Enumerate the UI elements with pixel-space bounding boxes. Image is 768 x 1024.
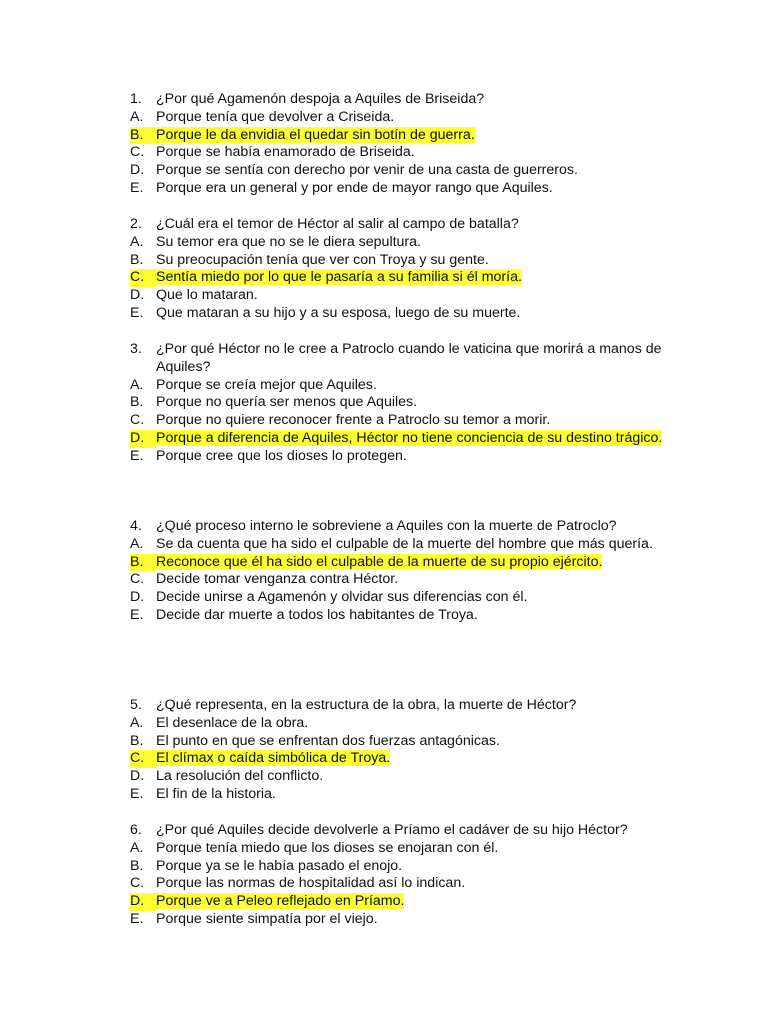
answer-option xyxy=(130,180,690,198)
option-text: Decide dar muerte a todos los habitantes de Troya. xyxy=(156,606,478,623)
question-3 xyxy=(130,341,690,466)
answer-option xyxy=(130,715,690,733)
option-text: Porque no quiere reconocer frente a Patroclo su temor a morir. xyxy=(156,412,551,429)
question-6 xyxy=(130,822,690,929)
option-text: Su temor era que no se le diera sepultura. xyxy=(156,233,421,250)
question-number: 5. xyxy=(130,697,142,713)
question-stem xyxy=(130,341,690,377)
question-text: ¿Qué proceso interno le sobreviene a Aquiles con la muerte de Patroclo? xyxy=(156,518,617,534)
answer-option xyxy=(130,858,690,876)
answer-option-highlighted xyxy=(130,269,690,287)
question-number: 2. xyxy=(130,216,142,232)
option-letter: C. xyxy=(130,875,145,892)
option-letter: E. xyxy=(130,910,144,927)
answer-option xyxy=(130,448,690,466)
option-letter: B. xyxy=(130,251,144,268)
option-letter: E. xyxy=(130,785,144,802)
answer-option xyxy=(130,305,690,323)
option-text: El fin de la historia. xyxy=(156,785,276,802)
question-text: ¿Cuál era el temor de Héctor al salir al campo de batalla? xyxy=(156,216,519,232)
question-text: ¿Por qué Agamenón despoja a Aquiles de Briseida? xyxy=(156,91,485,107)
question-stem xyxy=(130,91,690,109)
option-letter: E. xyxy=(130,179,144,196)
option-letter: B. xyxy=(130,554,156,572)
option-text: La resolución del conflicto. xyxy=(156,768,324,785)
option-text: Su preocupación tenía que ver con Troya y su gente. xyxy=(156,251,489,268)
option-text: Porque siente simpatía por el viejo. xyxy=(156,910,378,927)
option-letter: C. xyxy=(130,750,156,768)
answer-option xyxy=(130,733,690,751)
question-stem xyxy=(130,822,690,840)
answer-option xyxy=(130,234,690,252)
answer-option xyxy=(130,109,690,127)
option-text: El desenlace de la obra. xyxy=(156,714,309,731)
option-text: Porque se sentía con derecho por venir de una casta de guerreros. xyxy=(156,162,578,179)
question-text: ¿Por qué Héctor no le cree a Patroclo cuando le vaticina que morirá a manos de Aquiles? xyxy=(156,341,662,375)
option-letter: B. xyxy=(130,394,144,411)
option-letter: D. xyxy=(130,287,145,304)
option-letter: B. xyxy=(130,732,144,749)
option-text: Sentía miedo por lo que le pasaría a su familia si él moría. xyxy=(156,269,522,286)
option-letter: C. xyxy=(130,412,145,429)
option-letter: D. xyxy=(130,430,156,448)
answer-option xyxy=(130,412,690,430)
option-letter: A. xyxy=(130,839,144,856)
option-letter: A. xyxy=(130,535,144,552)
answer-option-highlighted xyxy=(130,554,690,572)
question-number: 4. xyxy=(130,518,142,534)
option-text: Porque tenía miedo que los dioses se enojaran con él. xyxy=(156,839,499,856)
option-text: Reconoce que él ha sido el culpable de la muerte de su propio ejército. xyxy=(156,553,603,570)
answer-option-highlighted xyxy=(130,893,690,911)
option-letter: E. xyxy=(130,304,144,321)
answer-option-highlighted xyxy=(130,127,690,145)
option-text: Decide tomar venganza contra Héctor. xyxy=(156,571,399,588)
option-text: Que lo mataran. xyxy=(156,287,258,304)
option-text: Porque a diferencia de Aquiles, Héctor no tiene conciencia de su destino trágico. xyxy=(156,429,663,446)
question-text: ¿Por qué Aquiles decide devolverle a Príamo el cadáver de su hijo Héctor? xyxy=(156,822,628,838)
answer-option xyxy=(130,607,690,625)
option-letter: D. xyxy=(130,162,145,179)
answer-option xyxy=(130,589,690,607)
option-letter: C. xyxy=(130,571,145,588)
option-letter: A. xyxy=(130,108,144,125)
answer-option xyxy=(130,875,690,893)
question-stem xyxy=(130,216,690,234)
answer-option xyxy=(130,377,690,395)
option-letter: A. xyxy=(130,714,144,731)
question-4 xyxy=(130,518,690,625)
answer-option xyxy=(130,768,690,786)
option-text: Porque le da envidia el quedar sin botín de guerra. xyxy=(156,126,475,143)
question-text: ¿Qué representa, en la estructura de la obra, la muerte de Héctor? xyxy=(156,697,577,713)
question-1 xyxy=(130,91,690,198)
option-letter: A. xyxy=(130,376,144,393)
option-text: Porque cree que los dioses lo protegen. xyxy=(156,447,407,464)
option-letter: E. xyxy=(130,447,144,464)
option-text: Se da cuenta que ha sido el culpable de la muerte del hombre que más quería. xyxy=(156,535,653,552)
question-stem xyxy=(130,697,690,715)
question-number: 3. xyxy=(130,341,142,357)
option-text: Porque tenía que devolver a Criseida. xyxy=(156,108,395,125)
question-number: 1. xyxy=(130,91,142,107)
answer-option xyxy=(130,162,690,180)
option-letter: A. xyxy=(130,233,144,250)
option-text: Decide unirse a Agamenón y olvidar sus diferencias con él. xyxy=(156,589,528,606)
answer-option xyxy=(130,252,690,270)
option-text: Porque era un general y por ende de mayor rango que Aquiles. xyxy=(156,179,553,196)
option-letter: D. xyxy=(130,893,156,911)
question-stem xyxy=(130,518,690,536)
answer-option xyxy=(130,840,690,858)
answer-option xyxy=(130,571,690,589)
answer-option xyxy=(130,911,690,929)
answer-option xyxy=(130,536,690,554)
option-text: Porque ve a Peleo reflejado en Príamo. xyxy=(156,893,405,910)
option-letter: D. xyxy=(130,589,145,606)
option-text: Porque no quería ser menos que Aquiles. xyxy=(156,394,418,411)
option-text: Porque se creía mejor que Aquiles. xyxy=(156,376,377,393)
option-text: El clímax o caída simbólica de Troya. xyxy=(156,750,391,767)
option-letter: D. xyxy=(130,768,145,785)
option-text: El punto en que se enfrentan dos fuerzas antagónicas. xyxy=(156,732,500,749)
answer-option xyxy=(130,144,690,162)
question-number: 6. xyxy=(130,822,142,838)
option-text: Porque ya se le había pasado el enojo. xyxy=(156,857,403,874)
answer-option xyxy=(130,394,690,412)
question-2 xyxy=(130,216,690,323)
option-letter: E. xyxy=(130,606,144,623)
option-letter: B. xyxy=(130,127,156,145)
question-5 xyxy=(130,697,690,804)
option-letter: C. xyxy=(130,144,145,161)
answer-option xyxy=(130,287,690,305)
option-text: Que mataran a su hijo y a su esposa, luego de su muerte. xyxy=(156,304,521,321)
option-letter: B. xyxy=(130,857,144,874)
option-letter: C. xyxy=(130,269,156,287)
answer-option-highlighted xyxy=(130,430,690,448)
option-text: Porque las normas de hospitalidad así lo indican. xyxy=(156,875,466,892)
option-text: Porque se había enamorado de Briseida. xyxy=(156,144,415,161)
answer-option-highlighted xyxy=(130,750,690,768)
answer-option xyxy=(130,786,690,804)
